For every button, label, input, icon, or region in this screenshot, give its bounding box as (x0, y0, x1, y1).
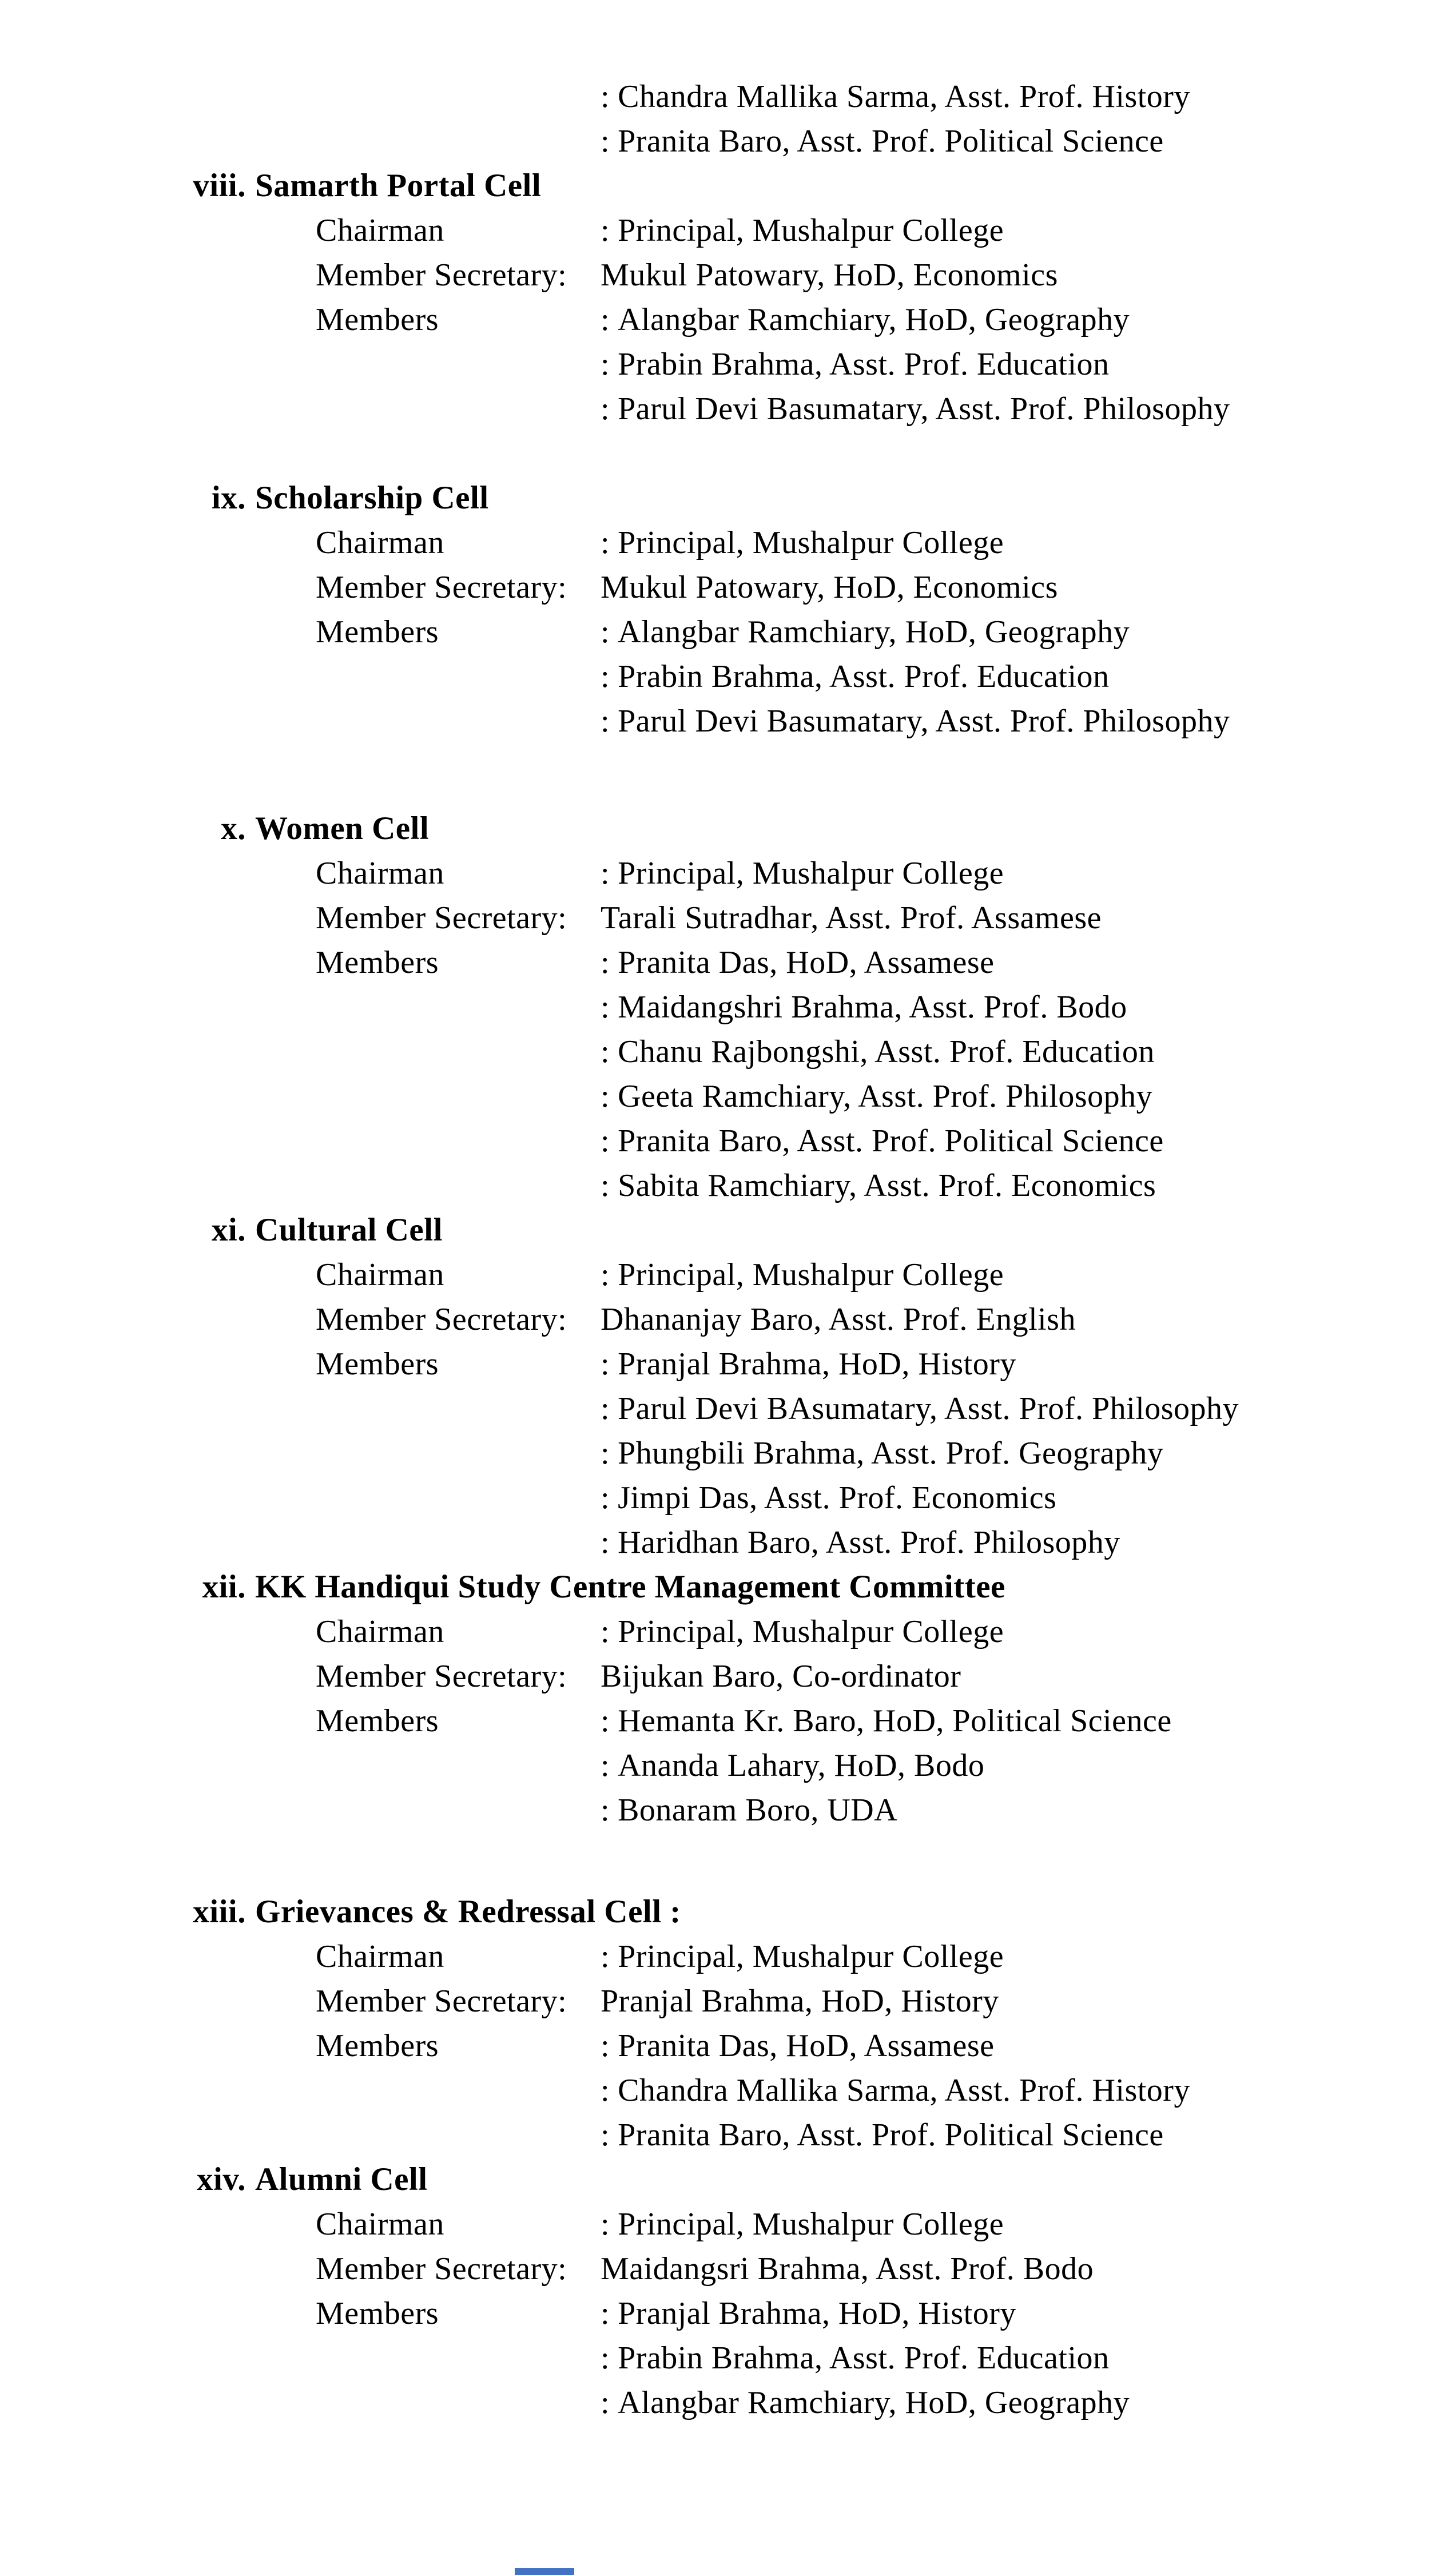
member-value: Parul Devi Basumatary, Asst. Prof. Philosophy (618, 391, 1230, 427)
member-value: Principal, Mushalpur College (618, 213, 1004, 248)
section-heading (0, 164, 1455, 208)
colon-separator: : (601, 659, 610, 694)
colon-separator: : (601, 1391, 610, 1426)
colon-separator: : (601, 1436, 610, 1471)
colon-separator: : (601, 989, 610, 1025)
colon-separator: : (601, 1123, 610, 1159)
colon-separator: : (601, 2207, 610, 2242)
section-title: Cultural Cell (255, 1212, 443, 1248)
role-label: Member Secretary: (316, 1983, 567, 2019)
member-row (0, 1699, 1455, 1743)
member-row (0, 520, 1455, 565)
role-label: Members (316, 1346, 439, 1382)
member-value: Bijukan Baro, Co-ordinator (601, 1659, 961, 1694)
colon-separator: : (601, 2296, 610, 2331)
colon-separator: : (601, 1792, 610, 1828)
member-value: Maidangsri Brahma, Asst. Prof. Bodo (601, 2251, 1094, 2287)
section-heading (0, 806, 1455, 851)
member-row (0, 1934, 1455, 1979)
member-value: Chandra Mallika Sarma, Asst. Prof. History (618, 79, 1190, 114)
colon-separator: : (601, 856, 610, 891)
member-row (0, 1297, 1455, 1342)
colon-separator: : (601, 2340, 610, 2376)
section-title: Women Cell (255, 810, 430, 846)
page-bottom-blue-mark (515, 2568, 574, 2575)
member-row (0, 1163, 1455, 1208)
colon-separator: : (601, 1614, 610, 1649)
role-label: Member Secretary: (316, 1302, 567, 1337)
member-value: Bonaram Boro, UDA (618, 1792, 898, 1828)
member-row (0, 1476, 1455, 1520)
member-value: Haridhan Baro, Asst. Prof. Philosophy (618, 1525, 1120, 1560)
colon-separator: : (601, 1034, 610, 1070)
member-value: Ananda Lahary, HoD, Bodo (618, 1748, 985, 1783)
colon-separator: : (601, 1168, 610, 1203)
committee-section (0, 2157, 1455, 2425)
section-title: Grievances & Redressal Cell : (255, 1894, 681, 1930)
section-number: ix. (211, 480, 246, 516)
member-value: Principal, Mushalpur College (618, 1614, 1004, 1649)
member-value: Pranita Das, HoD, Assamese (618, 2028, 995, 2064)
member-value: Phungbili Brahma, Asst. Prof. Geography (618, 1436, 1164, 1471)
colon-separator: : (601, 1939, 610, 1974)
member-value: Pranita Das, HoD, Assamese (618, 945, 995, 980)
member-value: Prabin Brahma, Asst. Prof. Education (618, 347, 1110, 382)
colon-separator: : (601, 79, 610, 114)
colon-separator: : (601, 213, 610, 248)
member-row (0, 2291, 1455, 2336)
role-label: Member Secretary: (316, 257, 567, 293)
role-label: Members (316, 614, 439, 650)
role-label: Chairman (316, 1614, 444, 1649)
member-row (0, 2068, 1455, 2113)
member-row (0, 940, 1455, 985)
role-label: Member Secretary: (316, 1659, 567, 1694)
section-title: Scholarship Cell (255, 480, 489, 516)
member-row (0, 387, 1455, 431)
member-row (0, 342, 1455, 387)
member-value: Chanu Rajbongshi, Asst. Prof. Education (618, 1034, 1155, 1070)
role-label: Chairman (316, 525, 444, 560)
committee-section (0, 1565, 1455, 1832)
member-row (0, 297, 1455, 342)
section-number: xiv. (197, 2161, 246, 2197)
member-row (0, 851, 1455, 896)
colon-separator: : (601, 1346, 610, 1382)
role-label: Member Secretary: (316, 2251, 567, 2287)
colon-separator: : (601, 945, 610, 980)
colon-separator: : (601, 2385, 610, 2420)
committee-section (0, 1890, 1455, 2157)
member-row (0, 565, 1455, 610)
member-row (0, 1654, 1455, 1699)
colon-separator: : (601, 391, 610, 427)
colon-separator: : (601, 1480, 610, 1516)
member-row (0, 2113, 1455, 2157)
member-value: Hemanta Kr. Baro, HoD, Political Science (618, 1703, 1172, 1739)
member-value: Pranjal Brahma, HoD, History (618, 1346, 1016, 1382)
member-value: Dhananjay Baro, Asst. Prof. English (601, 1302, 1076, 1337)
member-value: Pranita Baro, Asst. Prof. Political Science (618, 124, 1164, 159)
member-value: Principal, Mushalpur College (618, 856, 1004, 891)
colon-separator: : (601, 1748, 610, 1783)
role-label: Members (316, 945, 439, 980)
member-value: Pranita Baro, Asst. Prof. Political Science (618, 1123, 1164, 1159)
role-label: Member Secretary: (316, 570, 567, 605)
member-value: Prabin Brahma, Asst. Prof. Education (618, 659, 1110, 694)
section-title: KK Handiqui Study Centre Management Committee (255, 1569, 1005, 1605)
role-label: Members (316, 2296, 439, 2331)
member-value: Pranjal Brahma, HoD, History (601, 1983, 999, 2019)
member-row (0, 610, 1455, 654)
member-value: Geeta Ramchiary, Asst. Prof. Philosophy (618, 1079, 1153, 1114)
member-row (0, 2336, 1455, 2380)
member-value: Alangbar Ramchiary, HoD, Geography (618, 302, 1130, 337)
member-row (0, 208, 1455, 253)
member-value: Mukul Patowary, HoD, Economics (601, 570, 1058, 605)
colon-separator: : (601, 2073, 610, 2108)
member-value: Alangbar Ramchiary, HoD, Geography (618, 2385, 1130, 2420)
member-row (0, 1609, 1455, 1654)
member-value: Principal, Mushalpur College (618, 1257, 1004, 1293)
member-row (0, 2024, 1455, 2068)
member-row (0, 699, 1455, 744)
member-row (0, 1074, 1455, 1119)
member-row (0, 654, 1455, 699)
colon-separator: : (601, 2117, 610, 2153)
member-row (0, 1431, 1455, 1476)
member-row (0, 1342, 1455, 1386)
role-label: Members (316, 2028, 439, 2064)
role-label: Chairman (316, 213, 444, 248)
section-title: Alumni Cell (255, 2161, 428, 2197)
role-label: Chairman (316, 856, 444, 891)
member-value: Sabita Ramchiary, Asst. Prof. Economics (618, 1168, 1156, 1203)
member-row (0, 896, 1455, 940)
colon-separator: : (601, 124, 610, 159)
member-row (0, 1743, 1455, 1788)
colon-separator: : (601, 525, 610, 560)
section-heading (0, 1890, 1455, 1934)
role-label: Chairman (316, 1939, 444, 1974)
member-row (0, 1788, 1455, 1832)
colon-separator: : (601, 1079, 610, 1114)
member-row (0, 2202, 1455, 2247)
section-heading (0, 476, 1455, 520)
member-row (0, 253, 1455, 297)
member-row (0, 2380, 1455, 2425)
colon-separator: : (601, 2028, 610, 2064)
colon-separator: : (601, 1525, 610, 1560)
section-title: Samarth Portal Cell (255, 168, 542, 204)
member-value: Maidangshri Brahma, Asst. Prof. Bodo (618, 989, 1127, 1025)
section-number: xiii. (193, 1894, 246, 1930)
colon-separator: : (601, 1703, 610, 1739)
member-value: Jimpi Das, Asst. Prof. Economics (618, 1480, 1057, 1516)
colon-separator: : (601, 1257, 610, 1293)
member-row (0, 1520, 1455, 1565)
committee-section (0, 164, 1455, 431)
member-row (0, 1253, 1455, 1297)
member-value: Tarali Sutradhar, Asst. Prof. Assamese (601, 900, 1102, 936)
member-value: Alangbar Ramchiary, HoD, Geography (618, 614, 1130, 650)
member-value: Parul Devi Basumatary, Asst. Prof. Philosophy (618, 703, 1230, 739)
section-number: viii. (193, 168, 246, 204)
section-number: xii. (202, 1569, 246, 1605)
colon-separator: : (601, 302, 610, 337)
section-heading (0, 2157, 1455, 2202)
colon-separator: : (601, 614, 610, 650)
member-row (0, 1979, 1455, 2024)
member-row (0, 74, 1455, 119)
committee-section (0, 806, 1455, 1208)
member-value: Prabin Brahma, Asst. Prof. Education (618, 2340, 1110, 2376)
member-value: Parul Devi BAsumatary, Asst. Prof. Philosophy (618, 1391, 1239, 1426)
role-label: Members (316, 302, 439, 337)
committee-section (0, 476, 1455, 744)
member-value: Principal, Mushalpur College (618, 1939, 1004, 1974)
role-label: Chairman (316, 1257, 444, 1293)
member-value: Mukul Patowary, HoD, Economics (601, 257, 1058, 293)
member-value: Pranjal Brahma, HoD, History (618, 2296, 1016, 2331)
member-row (0, 985, 1455, 1029)
member-row (0, 2247, 1455, 2291)
committee-section (0, 1208, 1455, 1565)
role-label: Members (316, 1703, 439, 1739)
role-label: Chairman (316, 2207, 444, 2242)
colon-separator: : (601, 703, 610, 739)
section-number: xi. (211, 1212, 246, 1248)
colon-separator: : (601, 347, 610, 382)
member-value: Chandra Mallika Sarma, Asst. Prof. History (618, 2073, 1190, 2108)
section-heading (0, 1208, 1455, 1253)
role-label: Member Secretary: (316, 900, 567, 936)
member-row (0, 1029, 1455, 1074)
member-row (0, 1386, 1455, 1431)
member-row (0, 119, 1455, 164)
member-row (0, 1119, 1455, 1163)
member-value: Pranita Baro, Asst. Prof. Political Science (618, 2117, 1164, 2153)
section-heading (0, 1565, 1455, 1609)
section-number: x. (221, 810, 246, 846)
member-value: Principal, Mushalpur College (618, 525, 1004, 560)
member-value: Principal, Mushalpur College (618, 2207, 1004, 2242)
